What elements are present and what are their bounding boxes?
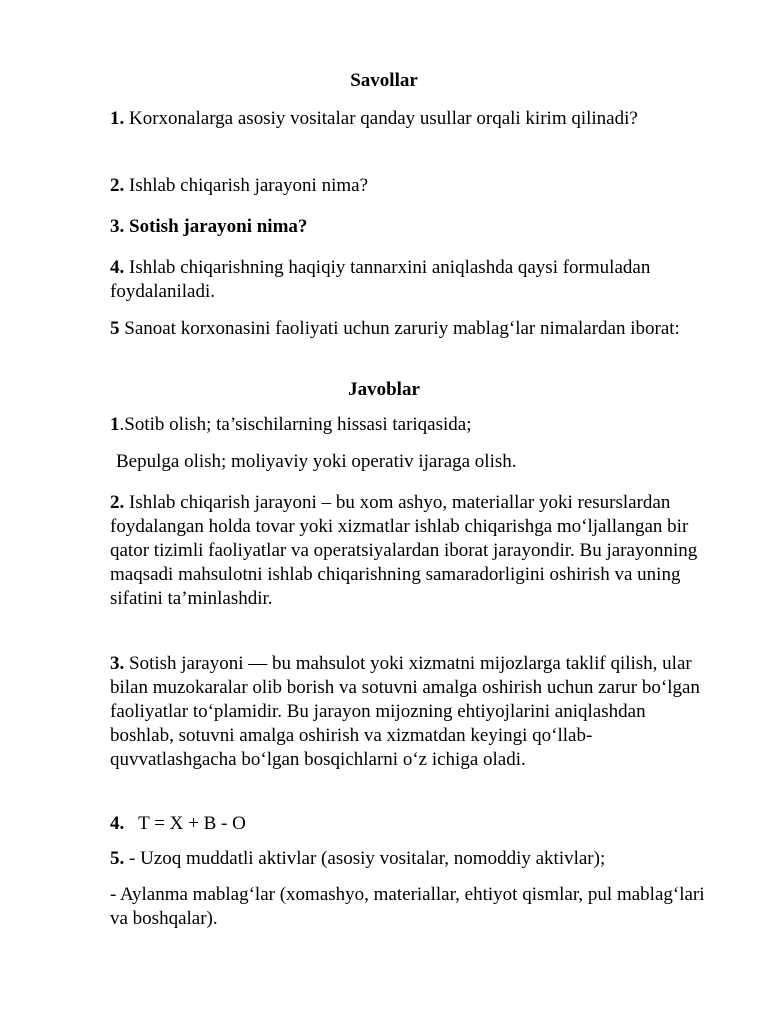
answer-text: Bepulga olish; moliyaviy yoki operativ ijaraga olish. [116,451,517,472]
answer-number: 2. [110,492,125,513]
answer-5-continued [110,883,710,931]
answer-2 [110,491,710,611]
question-text: Korxonalarga asosiy vositalar qanday usullar orqali kirim qilinadi? [124,108,638,129]
question-3 [110,215,710,239]
question-5 [110,317,710,341]
question-number: 2. [110,175,125,196]
question-number: 4. [110,257,125,278]
question-text: Sanoat korxonasini faoliyati uchun zaruriy mablag‘lar nimalardan iborat: [119,318,680,339]
question-text: Ishlab chiqarishning haqiqiy tannarxini aniqlashda qaysi formuladan foydalaniladi. [110,257,651,302]
answer-3 [110,652,710,772]
question-4 [110,256,710,304]
answer-text: - Aylanma mablag‘lar (xomashyo, materiallar, ehtiyot qismlar, pul mablag‘lari va boshqalar). [110,884,705,929]
question-text: Ishlab chiqarish jarayoni nima? [124,175,369,196]
answer-number: 1 [110,414,120,435]
answer-1 [110,413,710,437]
answer-5 [110,847,710,871]
answer-text: Sotish jarayoni — bu mahsulot yoki xizmatni mijozlarga taklif qilish, ular bilan muzokaralar olib borish va sotuvni amalga oshirish uchun zarur bo‘lgan faoliyatlar to‘plamidir. Bu jarayon mijozning ehtiyojlarini aniqlashdan boshlab, sotuvni amalga oshirish va xizmatdan keyingi qo‘llab-quvvatlashgacha bo‘lgan bosqichlarni o‘z ichiga oladi. [110,653,700,770]
question-2 [110,174,710,198]
answer-1-continued [116,450,716,474]
question-number: 1. [110,108,125,129]
answer-text: - Uzoq muddatli aktivlar (asosiy vositalar, nomoddiy aktivlar); [124,848,606,869]
answer-number: 3. [110,653,125,674]
question-1 [110,107,710,131]
answer-4 [110,812,710,836]
answer-number: 4. [110,813,125,834]
questions-heading: Savollar [350,70,418,91]
answer-number: 5. [110,848,125,869]
answer-text: Ishlab chiqarish jarayoni – bu xom ashyo, materiallar yoki resurslardan foydalangan holda tovar yoki xizmatlar ishlab chiqarishga mo‘ljallangan bir qator tizimli faoliyatlar va operatsiyalardan iborat jarayondir. Bu jarayonning maqsadi mahsulotni ishlab chiqarishning samaradorligini oshirish va uning sifatini ta’minlashdir. [110,492,698,609]
answer-formula: T = X + B - O [124,813,246,834]
question-number: 3. Sotish jarayoni nima? [110,216,308,237]
question-number: 5 [110,318,120,339]
answers-heading: Javoblar [348,379,420,400]
answer-text: .Sotib olish; ta’sischilarning hissasi tariqasida; [119,414,472,435]
